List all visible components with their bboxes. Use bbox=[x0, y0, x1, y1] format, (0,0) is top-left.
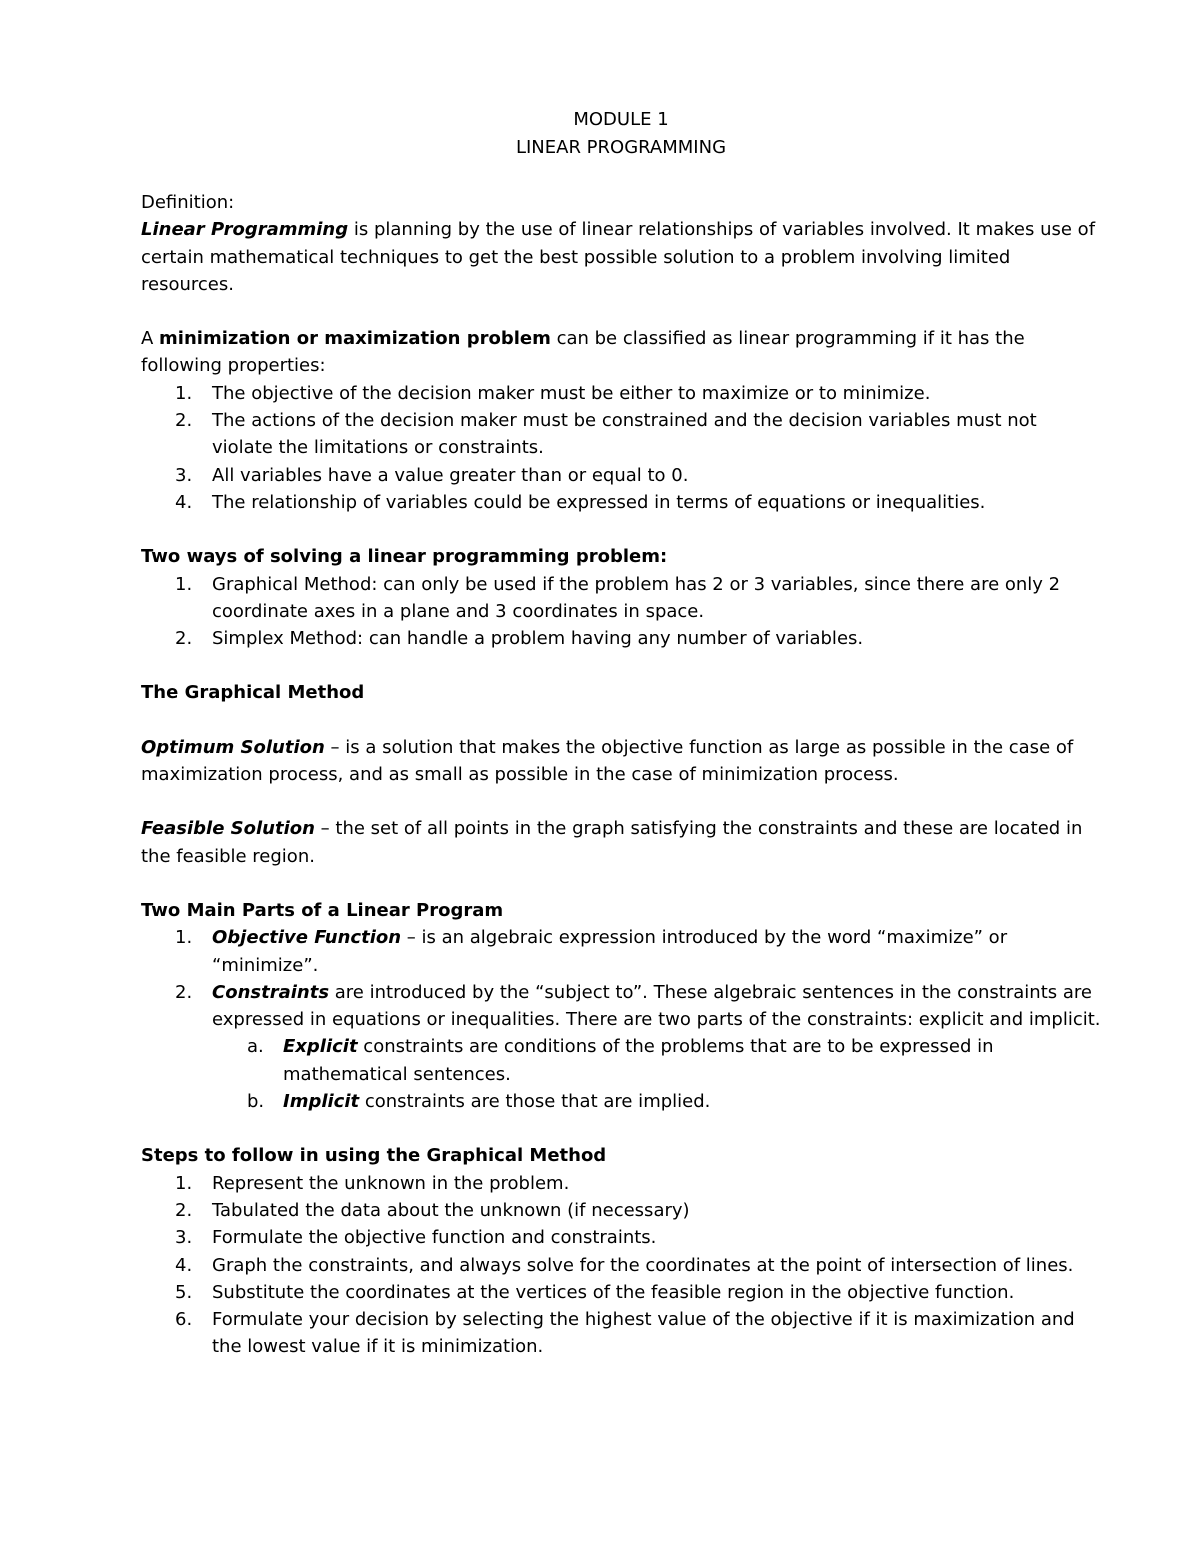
list-item bbox=[141, 489, 1101, 516]
properties-intro-post: can be classified as linear programming if it has the following properties: bbox=[141, 328, 1025, 377]
list-item bbox=[141, 1279, 1101, 1306]
graphical-heading: The Graphical Method bbox=[141, 682, 365, 704]
constraints-sublist bbox=[212, 1033, 1101, 1115]
list-item bbox=[141, 625, 1101, 652]
list-text: Graph the constraints, and always solve for the coordinates at the point of intersection of lines. bbox=[212, 1254, 1074, 1276]
list-text: Simplex Method: can handle a problem having any number of variables. bbox=[212, 628, 864, 650]
title-heading: LINEAR PROGRAMMING bbox=[515, 137, 727, 158]
list-text: Tabulated the data about the unknown (if necessary) bbox=[212, 1199, 690, 1221]
sublist-item bbox=[141, 1088, 1101, 1115]
list-text: Formulate your decision by selecting the highest value of the objective if it is maximization and the lowest value if it is minimization. bbox=[212, 1309, 1075, 1358]
objective-function-term: Objective Function bbox=[212, 927, 402, 949]
list-number: 1. bbox=[175, 1172, 193, 1194]
list-text: The actions of the decision maker must be constrained and the decision variables must not violate the limitations or constraints. bbox=[212, 410, 1037, 459]
list-text: are introduced by the “subject to”. These algebraic sentences in the constraints are expressed in equations or inequalities. There are two parts of the constraints: explicit and implicit. bbox=[212, 981, 1101, 1031]
definition-text: is planning by the use of linear relationships of variables involved. It makes use of certain mathematical techniques to get the best possible solution to a problem involving limited resources. bbox=[141, 219, 1096, 295]
list-number: 4. bbox=[175, 1254, 193, 1276]
list-item bbox=[141, 1252, 1101, 1279]
list-number: 1. bbox=[175, 382, 193, 404]
sublist-item bbox=[141, 1033, 1101, 1088]
definition-label: Definition: bbox=[141, 192, 235, 213]
definition-term: Linear Programming bbox=[141, 219, 349, 241]
sublist-text: constraints are those that are implied. bbox=[359, 1091, 711, 1113]
list-text: Substitute the coordinates at the vertices of the feasible region in the objective function. bbox=[212, 1281, 1015, 1303]
list-item bbox=[141, 1306, 1101, 1361]
feasible-text: – the set of all points in the graph satisfying the constraints and these are located in the feasible region. bbox=[141, 818, 1083, 867]
feasible-paragraph bbox=[141, 815, 1101, 870]
list-item bbox=[141, 1170, 1101, 1197]
document-page bbox=[141, 106, 1101, 1361]
list-number: 1. bbox=[175, 573, 193, 595]
sublist-letter: b. bbox=[247, 1091, 265, 1113]
steps-list bbox=[141, 1170, 1101, 1361]
list-number: 1. bbox=[175, 927, 193, 949]
list-text: The relationship of variables could be expressed in terms of equations or inequalities. bbox=[212, 491, 986, 513]
list-item bbox=[141, 924, 1101, 979]
list-number: 2. bbox=[175, 410, 193, 432]
properties-intro-pre: A bbox=[141, 328, 160, 350]
parts-list bbox=[141, 924, 1101, 1115]
definition-paragraph bbox=[141, 216, 1101, 298]
ways-list bbox=[141, 571, 1101, 653]
ways-heading: Two ways of solving a linear programming problem: bbox=[141, 546, 668, 568]
list-text: Represent the unknown in the problem. bbox=[212, 1172, 570, 1194]
sublist-text: constraints are conditions of the problems that are to be expressed in mathematical sentences. bbox=[283, 1036, 994, 1085]
list-item bbox=[141, 380, 1101, 407]
list-number: 2. bbox=[175, 1199, 193, 1221]
list-item bbox=[141, 1197, 1101, 1224]
list-text: All variables have a value greater than or equal to 0. bbox=[212, 464, 689, 486]
optimum-text: – is a solution that makes the objective function as large as possible in the case of maximization process, and as small as possible in the case of minimization process. bbox=[141, 736, 1074, 786]
list-text: Formulate the objective function and constraints. bbox=[212, 1227, 657, 1249]
list-text: Graphical Method: can only be used if the problem has 2 or 3 variables, since there are only 2 coordinate axes in a plane and 3 coordinates in space. bbox=[212, 573, 1061, 622]
list-text: – is an algebraic expression introduced by the word “maximize” or “minimize”. bbox=[212, 927, 1008, 976]
constraints-term: Constraints bbox=[212, 981, 330, 1003]
list-item bbox=[141, 462, 1101, 489]
list-number: 4. bbox=[175, 491, 193, 513]
parts-heading: Two Main Parts of a Linear Program bbox=[141, 899, 504, 921]
list-number: 2. bbox=[175, 628, 193, 650]
properties-list bbox=[141, 380, 1101, 516]
document-title bbox=[141, 106, 1101, 162]
optimum-term: Optimum Solution bbox=[141, 736, 325, 758]
steps-heading: Steps to follow in using the Graphical Method bbox=[141, 1145, 607, 1167]
implicit-term: Implicit bbox=[283, 1091, 360, 1113]
list-item bbox=[141, 1224, 1101, 1251]
list-number: 5. bbox=[175, 1281, 193, 1303]
list-item bbox=[141, 979, 1101, 1115]
sublist-letter: a. bbox=[247, 1036, 264, 1058]
list-number: 2. bbox=[175, 981, 193, 1003]
list-item bbox=[141, 407, 1101, 462]
list-number: 3. bbox=[175, 1227, 193, 1249]
list-text: The objective of the decision maker must be either to maximize or to minimize. bbox=[212, 382, 931, 404]
list-item bbox=[141, 571, 1101, 626]
list-number: 3. bbox=[175, 464, 193, 486]
feasible-term: Feasible Solution bbox=[141, 818, 315, 840]
module-heading: MODULE 1 bbox=[573, 109, 669, 130]
optimum-paragraph bbox=[141, 734, 1101, 789]
properties-intro-term: minimization or maximization problem bbox=[159, 328, 551, 350]
list-number: 6. bbox=[175, 1309, 193, 1331]
properties-intro bbox=[141, 325, 1101, 380]
explicit-term: Explicit bbox=[283, 1036, 358, 1058]
